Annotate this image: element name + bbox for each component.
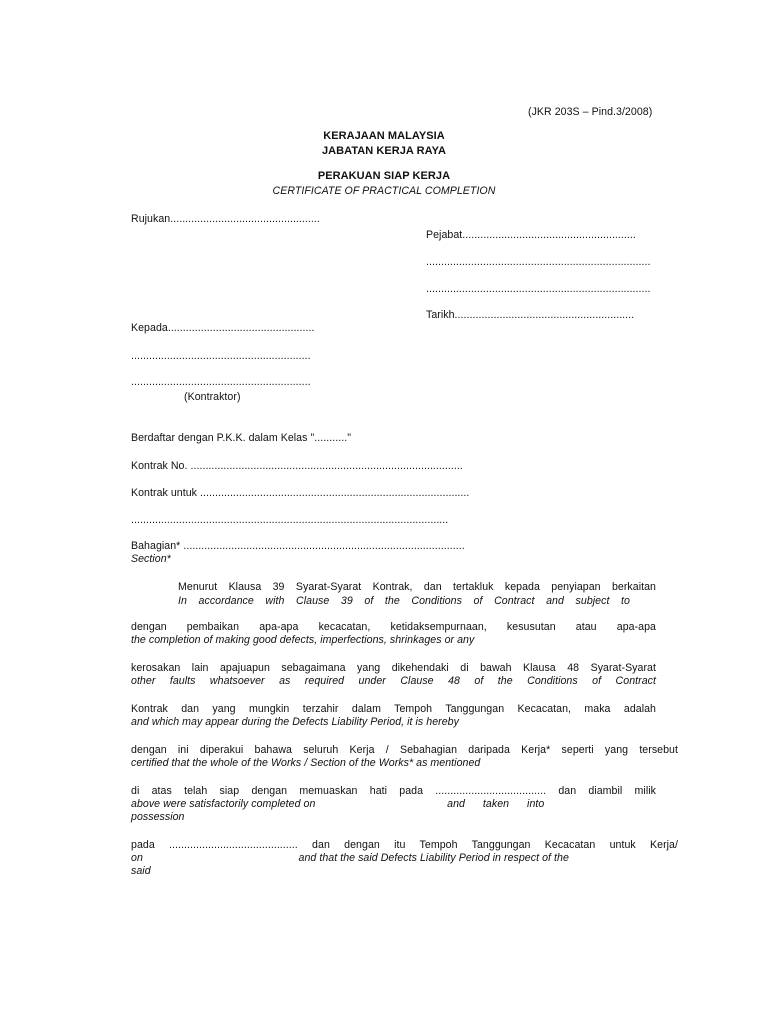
kontrak-untuk-field: Kontrak untuk .......................................................................................... <box>131 487 470 499</box>
paragraph-6-english-cont: possession <box>131 811 185 823</box>
bahagian-field: Bahagian* .............................................................................................. <box>131 540 465 552</box>
paragraph-3-malay: kerosakan lain apajuapun sebagaimana yang dikehendaki di bawah Klausa 48 Syarat-Syarat <box>131 662 656 674</box>
paragraph-5-malay: dengan ini diperakui bahawa seluruh Kerja / Sebahagian daripada Kerja* seperti yang tersebut <box>131 744 678 756</box>
kontraktor-label: (Kontraktor) <box>184 391 241 403</box>
paragraph-7-english-cont: said <box>131 865 151 877</box>
document-code: (JKR 203S – Pind.3/2008) <box>528 106 653 118</box>
title-english: CERTIFICATE OF PRACTICAL COMPLETION <box>272 185 496 197</box>
title-malay: PERAKUAN SIAP KERJA <box>317 170 451 182</box>
org-name-malaysia: KERAJAAN MALAYSIA <box>323 130 445 142</box>
paragraph-7-english: on and that the said Defects Liability Period in respect of the <box>131 852 569 864</box>
paragraph-6-malay: di atas telah siap dengan memuaskan hati pada ..................................... dan diambil milik <box>131 785 656 797</box>
office-line-2: ........................................................................... <box>426 283 651 295</box>
office-line-1: ........................................................................... <box>426 256 651 268</box>
paragraph-7-malay: pada ........................................... dan dengan itu Tempoh Tanggungan Kecacatan untuk Kerja/ <box>131 839 678 851</box>
paragraph-4-malay: Kontrak dan yang mungkin terzahir dalam Tempoh Tanggungan Kecacatan, maka adalah <box>131 703 656 715</box>
paragraph-2-english: the completion of making good defects, imperfections, shrinkages or any <box>131 634 475 646</box>
paragraph-4-english: and which may appear during the Defects Liability Period, it is hereby <box>131 716 459 728</box>
paragraph-1-malay: Menurut Klausa 39 Syarat-Syarat Kontrak, dan tertakluk kepada penyiapan berkaitan <box>178 581 656 593</box>
tarikh-field: Tarikh............................................................ <box>426 309 635 321</box>
kontrak-untuk-line-2: .......................................................................................................... <box>131 514 449 526</box>
kepada-field: Kepada................................................. <box>131 322 315 334</box>
berdaftar-field: Berdaftar dengan P.K.K. dalam Kelas "..........." <box>131 432 352 444</box>
kepada-line-2: ............................................................ <box>131 376 311 388</box>
rujukan-field: Rujukan.................................................. <box>131 213 320 225</box>
paragraph-1-english: In accordance with Clause 39 of the Conditions of Contract and subject to <box>178 595 630 607</box>
paragraph-3-english: other faults whatsoever as required under Clause 48 of the Conditions of Contract <box>131 675 656 687</box>
paragraph-6-english: above were satisfactorily completed on and taken into <box>131 798 545 810</box>
org-name-jkr: JABATAN KERJA RAYA <box>322 145 446 157</box>
kepada-line-1: ............................................................ <box>131 350 311 362</box>
paragraph-2-malay: dengan pembaikan apa-apa kecacatan, ketidaksempurnaan, kesusutan atau apa-apa <box>131 621 656 633</box>
kontrak-no-field: Kontrak No. ........................................................................................... <box>131 460 463 472</box>
pejabat-field: Pejabat.......................................................... <box>426 229 636 241</box>
paragraph-5-english: certified that the whole of the Works / Section of the Works* as mentioned <box>131 757 481 769</box>
section-label: Section* <box>131 553 171 565</box>
